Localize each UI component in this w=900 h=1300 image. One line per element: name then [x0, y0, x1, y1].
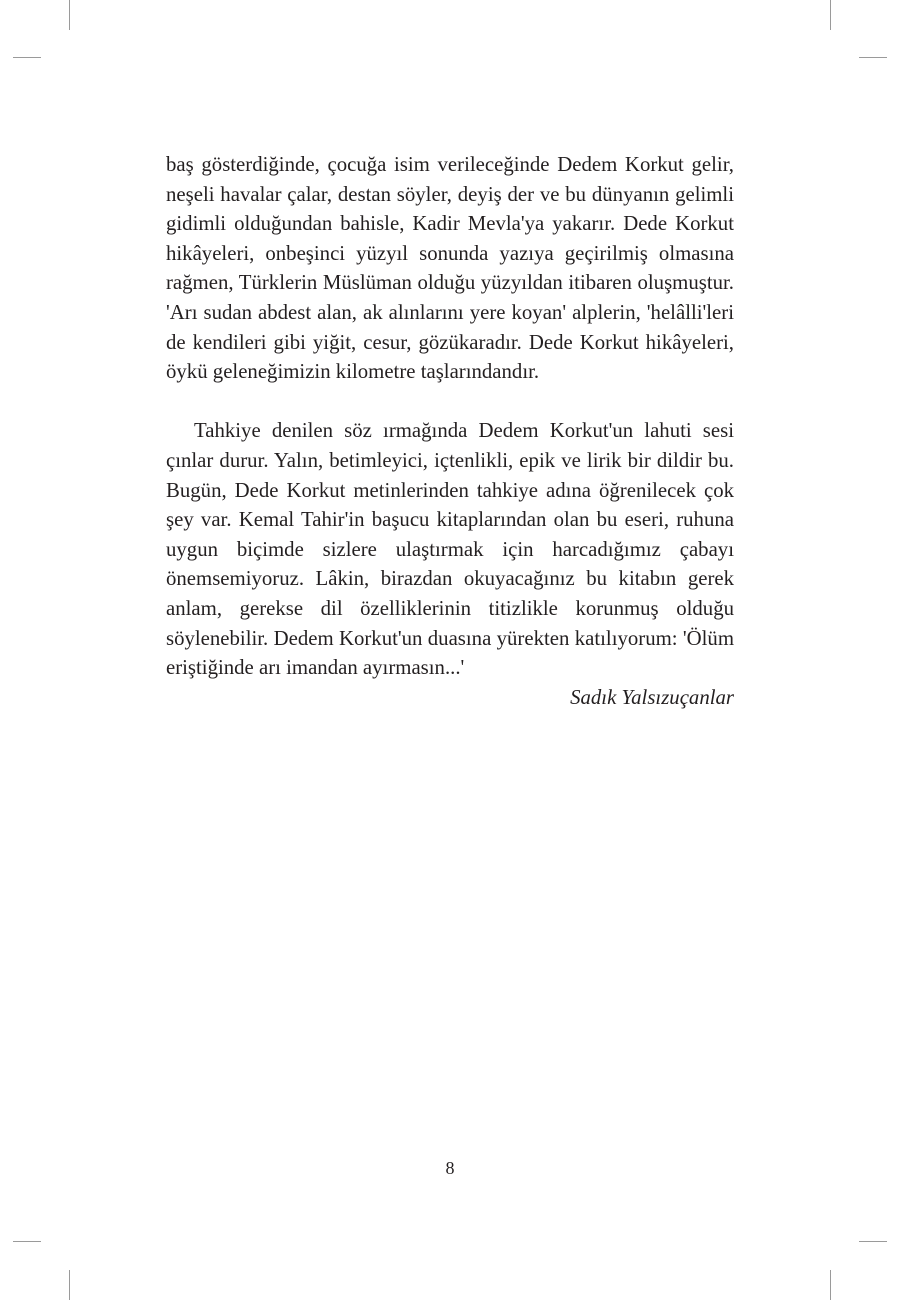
crop-mark-top-left-horizontal [13, 57, 41, 58]
crop-mark-top-right-vertical [830, 0, 831, 30]
crop-mark-bottom-right-vertical [830, 1270, 831, 1300]
body-text [166, 150, 734, 712]
crop-mark-top-left-vertical [69, 0, 70, 30]
crop-mark-bottom-left-vertical [69, 1270, 70, 1300]
crop-mark-bottom-left-horizontal [13, 1241, 41, 1242]
author-signature: Sadık Yalsızuçanlar [570, 685, 734, 709]
crop-mark-bottom-right-horizontal [859, 1241, 887, 1242]
crop-mark-top-right-horizontal [859, 57, 887, 58]
paragraph-1: baş gösterdiğinde, çocuğa isim verileceğinde Dedem Korkut gelir, neşeli havalar çalar, destan söyler, deyiş der ve bu dünyanın gelimli gidimli olduğundan bahisle, Kadir Mevla'ya yakarır. Dede Korkut hikâyeleri, onbeşinci yüzyıl sonunda yazıya geçirilmiş olmasına rağmen, Türklerin Müslüman olduğu yüzyıldan itibaren oluşmuştur. 'Arı sudan abdest alan, ak alınlarını yere koyan' alplerin, 'helâlli'leri de kendileri gibi yiğit, cesur, gözükaradır. Dede Korkut hikâyeleri, öykü geleneğimizin kilometre taşlarındandır. [166, 153, 734, 384]
paragraph-2: Tahkiye denilen söz ırmağında Dedem Korkut'un lahuti sesi çınlar durur. Yalın, betimleyici, içtenlikli, epik ve lirik bir dildir bu. Bugün, Dede Korkut metinlerinden tahkiye adına öğrenilecek çok şey var. Kemal Tahir'in başucu kitaplarından olan bu eseri, ruhuna uygun biçimde sizlere ulaştırmak için harcadığımız çabayı önemsemiyoruz. Lâkin, birazdan okuyacağınız bu kitabın gerek anlam, gerekse dil özelliklerinin titizlikle korunmuş olduğu söylenebilir. Dedem Korkut'un duasına yürekten katılıyorum: 'Ölüm eriştiğinde arı imandan ayırmasın...' [166, 419, 734, 680]
page-number: 8 [445, 1158, 455, 1178]
